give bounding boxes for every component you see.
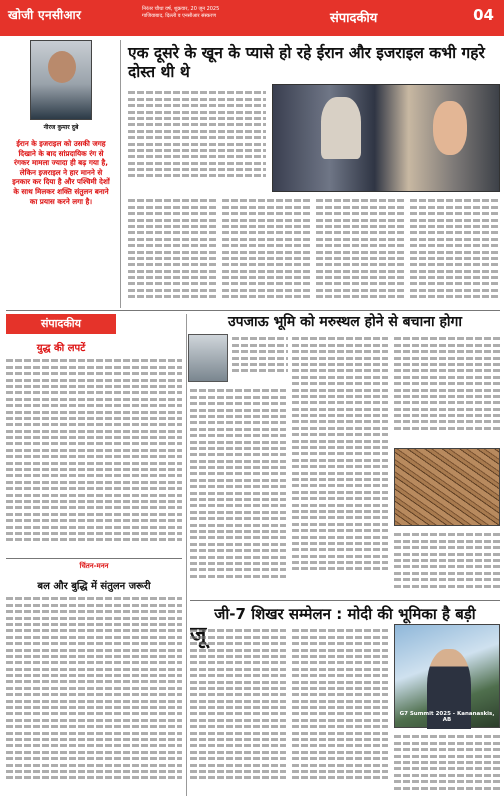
- column-tag: चिंतन-मनन: [79, 562, 109, 570]
- lead-article-text: [128, 88, 266, 184]
- column-text: [6, 594, 182, 796]
- article-column-1: [128, 196, 218, 310]
- page-number: 04: [473, 6, 494, 24]
- dateline-date: निरंतर चौथा वर्ष, शुक्रवार, 20 जून 2025: [142, 6, 220, 12]
- writer-photo: [188, 334, 228, 382]
- photo-figure-left: [321, 97, 361, 159]
- article-column-2: [222, 196, 312, 310]
- newspaper-brand: खोजी एनसीआर: [8, 8, 82, 22]
- article-column-4: [410, 196, 500, 310]
- main-headline: एक दूसरे के खून के प्यासे हो रहे ईरान और इजराइल कभी गहरे दोस्त थी थे: [128, 44, 485, 81]
- photo-caption: G7 Summit 2025 - Kananaskis, AB: [399, 711, 495, 723]
- author-name: नीरज कुमार दुबे: [43, 124, 79, 131]
- desertification-column-1: [190, 386, 286, 598]
- editorial-tag: संपादकीय: [6, 314, 116, 334]
- pull-quote: ईरान के इजराइल को उसकी जगह दिखाने के बाद सांप्रदायिक रंग से रंगकर मामला ज्यादा ही बढ़ गया है, लेकिन इजराइल ने हार मानने से इनकार कर दिया है और पश्चिमी देशों के साथ मिलकर शक्ति संतुलन बनाने का प्रयास करने लगा है।: [12, 139, 110, 206]
- column-divider: [120, 40, 121, 308]
- desertification-column-2: [292, 334, 388, 598]
- author-column: [6, 40, 116, 312]
- masthead: [0, 0, 504, 36]
- dateline: [142, 6, 292, 20]
- section-rule: [6, 558, 182, 559]
- column-divider: [186, 314, 187, 796]
- dateline-edition: गाजियाबाद, दिल्ली व एनसीआर संस्करण: [142, 13, 216, 19]
- leaders-photo: [272, 84, 500, 192]
- desertification-column-3: [394, 334, 500, 442]
- editorial-text: [6, 356, 182, 556]
- editorial-title: युद्ध की लपटें: [36, 343, 86, 354]
- desertification-headline: उपजाऊ भूमि को मरुस्थल होने से बचाना होगा: [227, 314, 463, 330]
- photo-figure-right: [433, 101, 467, 155]
- g7-summit-photo: [394, 624, 500, 728]
- desertification-column-4: [394, 530, 500, 598]
- g7-column-1: [190, 626, 286, 796]
- article-column-3: [316, 196, 406, 310]
- column-title: बल और बुद्धि में संतुलन जरूरी: [37, 581, 151, 592]
- g7-column-2: [292, 626, 388, 796]
- g7-column-3: [394, 732, 500, 796]
- section-rule: [6, 310, 500, 311]
- article-intro: [232, 334, 288, 382]
- section-rule: [190, 600, 500, 601]
- section-title: संपादकीय: [330, 11, 378, 26]
- g7-headline: जी-7 शिखर सम्मेलन : मोदी की भूमिका है बड़ी: [214, 605, 476, 623]
- cracked-soil-photo: [394, 448, 500, 526]
- author-photo: [30, 40, 92, 120]
